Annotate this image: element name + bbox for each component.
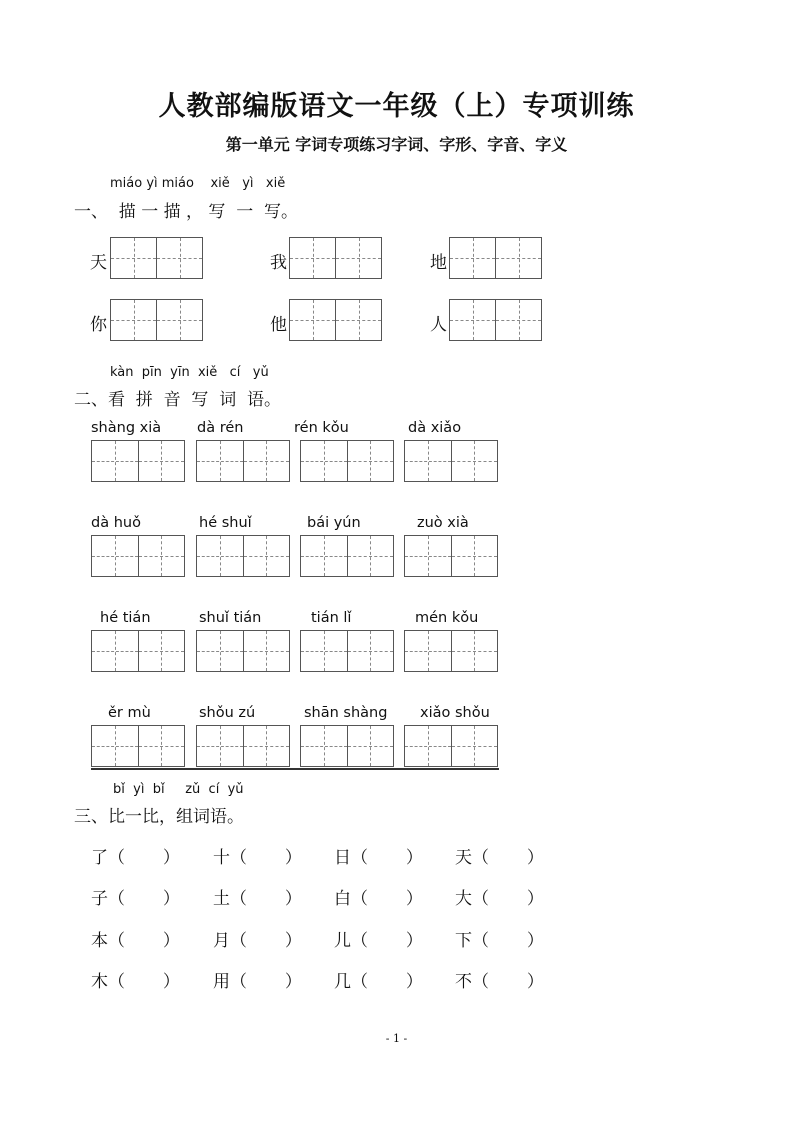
writing-grid[interactable] [404, 440, 498, 482]
compare-item: 白（ ） [334, 889, 423, 909]
writing-grid[interactable] [449, 299, 542, 341]
word-pinyin: zuò xià [417, 515, 469, 531]
compare-item: 木（ ） [91, 972, 180, 992]
writing-grid[interactable] [196, 535, 290, 577]
word-pinyin: dà xiǎo [408, 420, 462, 436]
compare-item: 儿（ ） [334, 931, 423, 951]
compare-item: 下（ ） [455, 931, 544, 951]
section1-heading: 一、 描 一 描 ， 写 一 写。 [74, 202, 299, 222]
page-subtitle: 第一单元 字词专项练习字词、字形、字音、字义 [225, 135, 568, 154]
writing-grid[interactable] [289, 237, 382, 279]
writing-grid[interactable] [300, 535, 394, 577]
writing-grid[interactable] [110, 237, 203, 279]
writing-grid[interactable] [91, 535, 185, 577]
compare-item: 月（ ） [213, 931, 302, 951]
word-pinyin: ěr mù [108, 705, 151, 721]
writing-grid[interactable] [196, 440, 290, 482]
compare-item: 土（ ） [213, 889, 302, 909]
word-pinyin: dà huǒ [91, 515, 141, 531]
writing-grid[interactable] [110, 299, 203, 341]
word-pinyin: shǒu zú [199, 705, 256, 721]
trace-char: 地 [430, 253, 447, 273]
word-pinyin: shàng xià [91, 420, 162, 436]
writing-grid[interactable] [404, 630, 498, 672]
writing-grid[interactable] [300, 440, 394, 482]
section2-pinyin: kàn pīn yīn xiě cí yǔ [110, 365, 269, 380]
compare-item: 日（ ） [334, 848, 423, 868]
compare-item: 本（ ） [91, 931, 180, 951]
word-pinyin: bái yún [307, 515, 361, 531]
word-pinyin: tián lǐ [311, 610, 352, 626]
writing-grid[interactable] [449, 237, 542, 279]
section2-heading: 二、看 拼 音 写 词 语。 [74, 390, 282, 410]
writing-grid[interactable] [91, 630, 185, 672]
compare-item: 子（ ） [91, 889, 180, 909]
word-pinyin: mén kǒu [415, 610, 479, 626]
compare-item: 了（ ） [91, 848, 180, 868]
section3-pinyin: bǐ yì bǐ zǔ cí yǔ [113, 782, 244, 797]
trace-char: 他 [270, 315, 287, 335]
word-pinyin: rén kǒu [294, 420, 349, 436]
compare-item: 大（ ） [455, 889, 544, 909]
trace-char: 我 [270, 253, 287, 273]
compare-item: 几（ ） [334, 972, 423, 992]
trace-char: 人 [430, 315, 447, 335]
writing-grid[interactable] [91, 440, 185, 482]
trace-char: 天 [90, 253, 107, 273]
word-pinyin: shān shàng [304, 705, 388, 721]
page-title: 人教部编版语文一年级（上）专项训练 [158, 91, 635, 122]
trace-char: 你 [90, 315, 107, 335]
word-pinyin: hé tián [100, 610, 151, 626]
compare-item: 用（ ） [213, 972, 302, 992]
word-pinyin: shuǐ tián [199, 610, 262, 626]
writing-grid[interactable] [404, 535, 498, 577]
word-pinyin: hé shuǐ [199, 515, 252, 531]
word-pinyin: dà rén [197, 420, 244, 436]
bottom-rule [91, 768, 499, 770]
compare-item: 天（ ） [455, 848, 544, 868]
writing-grid[interactable] [404, 725, 498, 767]
page-number: - 1 - [385, 1032, 408, 1045]
writing-grid[interactable] [289, 299, 382, 341]
compare-item: 十（ ） [213, 848, 302, 868]
section3-heading: 三、比一比，组词语。 [74, 807, 244, 827]
writing-grid[interactable] [300, 725, 394, 767]
compare-item: 不（ ） [455, 972, 544, 992]
section1-pinyin: miáo yì miáo xiě yì xiě [110, 176, 286, 191]
writing-grid[interactable] [196, 630, 290, 672]
writing-grid[interactable] [300, 630, 394, 672]
writing-grid[interactable] [91, 725, 185, 767]
writing-grid[interactable] [196, 725, 290, 767]
word-pinyin: xiǎo shǒu [420, 705, 490, 721]
